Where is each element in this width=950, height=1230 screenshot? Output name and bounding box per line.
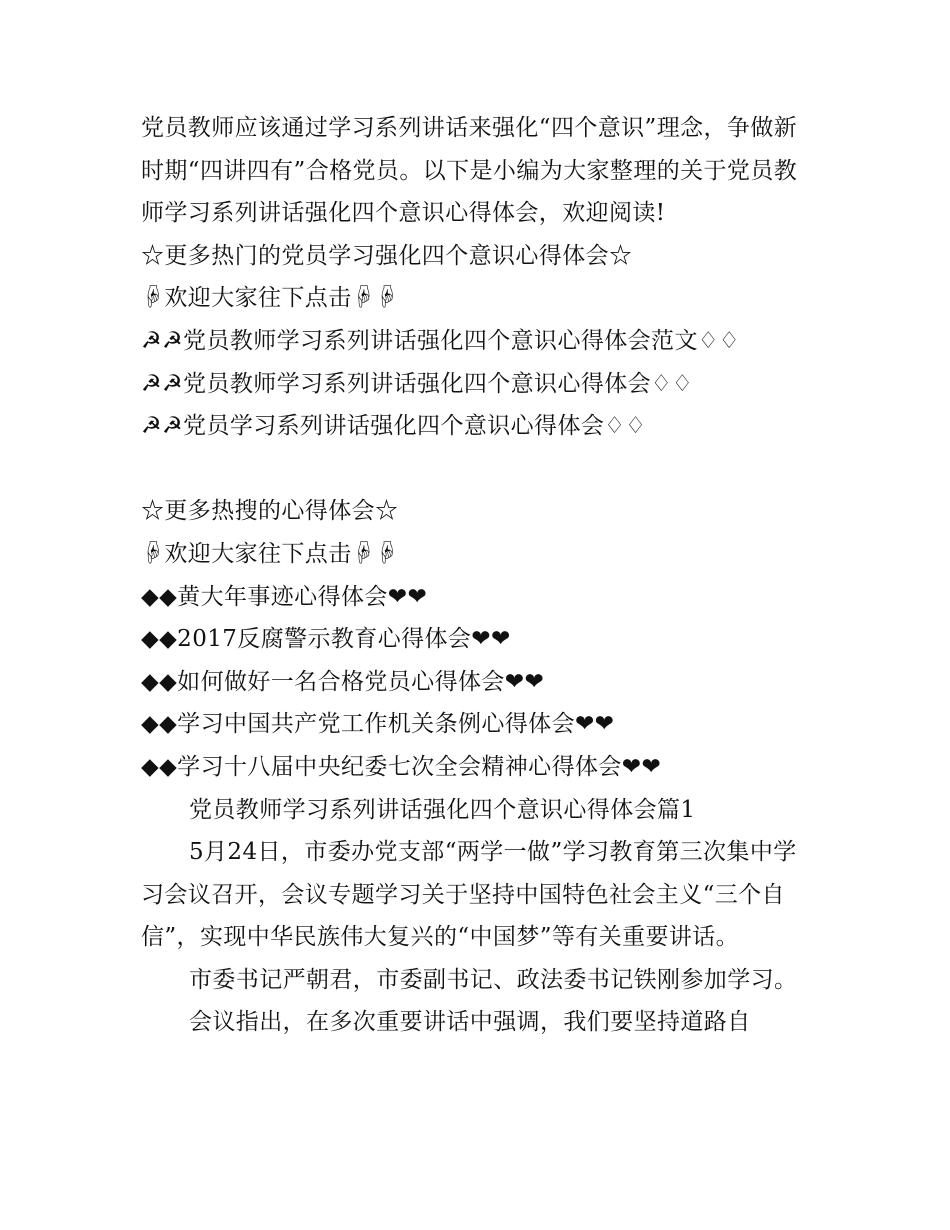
article-paragraph: 会议指出，在多次重要讲话中强调，我们要坚持道路自: [189, 1009, 751, 1036]
hot-search-link[interactable]: ◆◆如何做好一名合格党员心得体会❤❤: [141, 668, 545, 695]
related-link[interactable]: ☭☭党员教师学习系列讲话强化四个意识心得体会♢♢: [141, 370, 694, 397]
intro-paragraph: 党员教师应该通过学习系列讲话来强化“四个意识”理念，争做新时期“四讲四有”合格党员。以下是小编为大家整理的关于党员教师学习系列讲话强化四个意识心得体会，欢迎阅读!: [141, 115, 798, 227]
hot-search-link[interactable]: ◆◆2017反腐警示教育心得体会❤❤: [141, 626, 511, 653]
article-title: 党员教师学习系列讲话强化四个意识心得体会篇1: [189, 796, 696, 823]
related-link[interactable]: ☭☭党员教师学习系列讲话强化四个意识心得体会范文♢♢: [141, 327, 740, 354]
hot-search-link[interactable]: ◆◆学习中国共产党工作机关条例心得体会❤❤: [141, 711, 615, 738]
article-paragraph: 市委书记严朝君，市委副书记、政法委书记铁刚参加学习。: [189, 966, 798, 993]
document-page: [141, 107, 813, 1044]
hot-search-heading: ☆更多热搜的心得体会☆: [141, 498, 399, 525]
click-hint: ☟欢迎大家往下点击☟☟: [141, 540, 399, 567]
hot-topics-heading: ☆更多热门的党员学习强化四个意识心得体会☆: [141, 242, 633, 269]
hot-search-link[interactable]: ◆◆学习十八届中央纪委七次全会精神心得体会❤❤: [141, 753, 662, 780]
hot-search-link[interactable]: ◆◆黄大年事迹心得体会❤❤: [141, 583, 428, 610]
article-paragraph: 5月24日，市委办党支部“两学一做”学习教育第三次集中学习会议召开，会议专题学习关于坚持中国特色社会主义“三个自信”，实现中华民族伟大复兴的“中国梦”等有关重要讲话。: [141, 839, 797, 951]
blank-line: [141, 448, 813, 491]
click-hint: ☟欢迎大家往下点击☟☟: [141, 285, 399, 312]
related-link[interactable]: ☭☭党员学习系列讲话强化四个意识心得体会♢♢: [141, 413, 647, 440]
